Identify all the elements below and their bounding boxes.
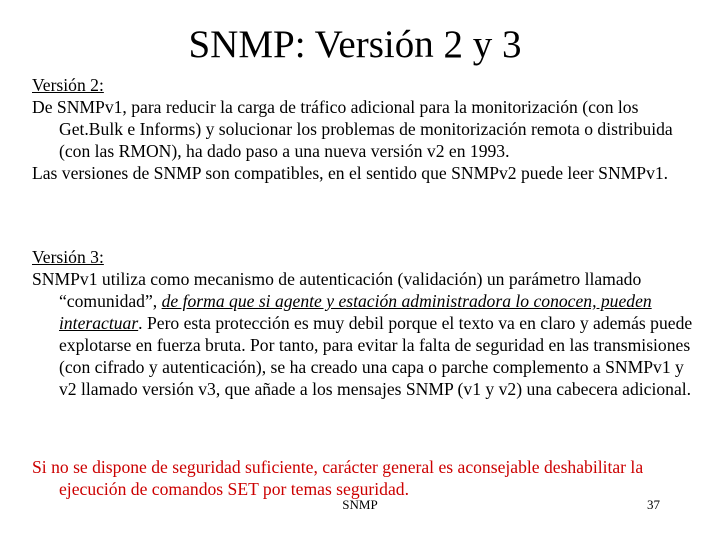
version-3-paragraph [32,268,700,400]
version-2-heading: Versión 2: [32,75,104,95]
section-version-2 [32,74,700,184]
warning-paragraph: Si no se dispone de seguridad suficiente, carácter general es aconsejable deshabilitar la ejecución de comandos SET por temas seguridad. [32,457,644,499]
section-version-3 [32,246,700,400]
page-number: 37 [647,497,660,512]
section-warning [32,456,700,500]
version-3-heading: Versión 3: [32,247,104,267]
footer-label: SNMP [342,497,378,512]
version-2-paragraph-1: De SNMPv1, para reducir la carga de tráfico adicional para la monitorización (con los Get.Bulk e Informs) y solucionar los problemas de monitorización remota o distribuida (con las RMON), ha dado paso a una nueva versión v2 en 1993. [32,97,673,161]
version-2-paragraph-2: Las versiones de SNMP son compatibles, en el sentido que SNMPv2 puede leer SNMPv1. [32,163,669,183]
slide-title: SNMP: Versión 2 y 3 [188,23,522,66]
version-3-text-before: SNMPv1 utiliza como mecanismo de autenticación (validación) un parámetro llamado “comunidad”, [32,269,642,311]
version-3-text-after: . Pero esta protección es muy debil porque el texto va en claro y además puede explotarse en fuerza bruta. Por tanto, para evitar la falta de seguridad en las transmisiones (con cifrado y autenticación), se ha creado una capa o parche complemento a SNMPv1 y v2 llamado versión v3, que añade a los mensajes SNMP (v1 y v2) una cabecera adicional. [59,313,693,399]
version-3-emphasized-text: de forma que si agente y estación administradora lo conocen, pueden interactuar [59,291,652,333]
